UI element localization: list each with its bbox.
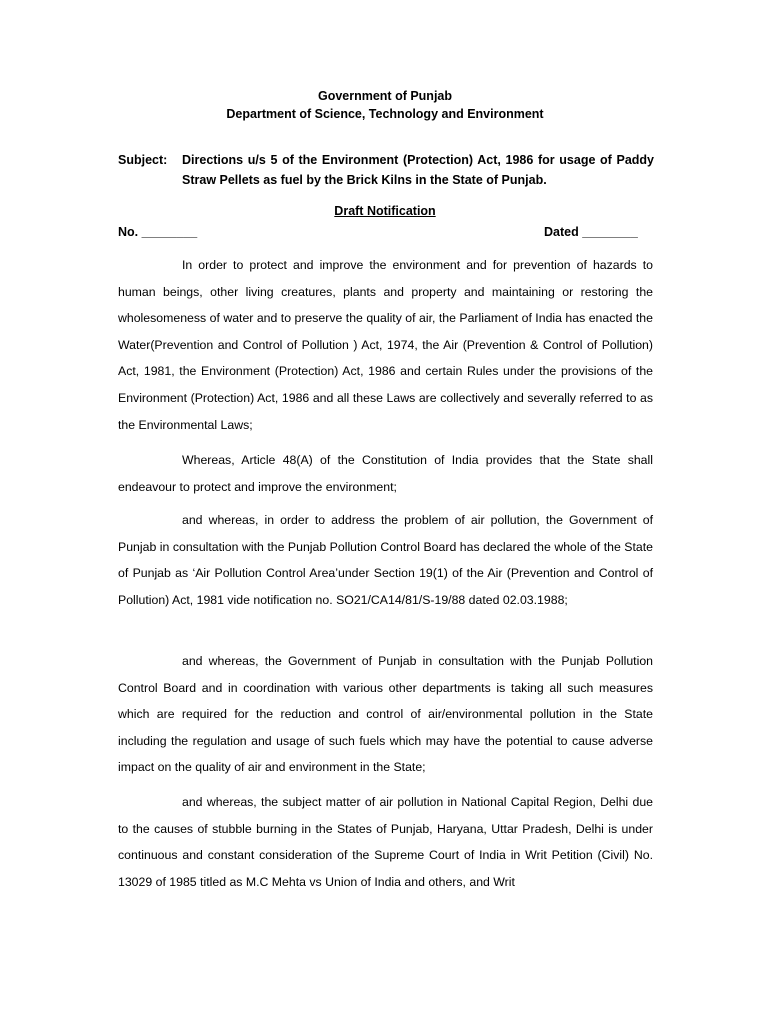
- subject-text: Directions u/s 5 of the Environment (Protection) Act, 1986 for usage of Paddy Straw Pellets as fuel by the Brick Kilns in the State of Punjab.: [182, 153, 654, 187]
- government-title: Government of Punjab: [317, 89, 453, 103]
- department-title: Department of Science, Technology and Environment: [226, 107, 544, 121]
- subject-label: Subject:: [118, 153, 168, 167]
- paragraph-5: and whereas, the subject matter of air pollution in National Capital Region, Delhi due to the causes of stubble burning in the States of Punjab, Haryana, Uttar Pradesh, Delhi is under continuous and constant consideration of the Supreme Court of India in Writ Petition (Civil) No. 13029 of 1985 titled as M.C Mehta vs Union of India and others, and Writ: [118, 795, 653, 889]
- notification-number: No. ________: [118, 225, 198, 239]
- notification-date: Dated ________: [544, 225, 638, 239]
- subject-block: [118, 150, 654, 190]
- paragraph-3: and whereas, in order to address the problem of air pollution, the Government of Punjab in consultation with the Punjab Pollution Control Board has declared the whole of the State of Punjab as ‘Air Pollution Control Area’under Section 19(1) of the Air (Prevention and Control of Pollution) Act, 1981 vide notification no. SO21/CA14/81/S-19/88 dated 02.03.1988;: [118, 513, 653, 607]
- paragraph-1: In order to protect and improve the environment and for prevention of hazards to human beings, other living creatures, plants and property and maintaining or restoring the wholesomeness of water and to preserve the quality of air, the Parliament of India has enacted the Water(Prevention and Control of Pollution ) Act, 1974, the Air (Prevention & Control of Pollution) Act, 1981, the Environment (Protection) Act, 1986 and certain Rules under the provisions of the Environment (Protection) Act, 1986 and all these Laws are collectively and severally referred to as the Environmental Laws;: [118, 258, 653, 432]
- paragraph-2: Whereas, Article 48(A) of the Constitution of India provides that the State shall endeavour to protect and improve the environment;: [118, 453, 653, 494]
- draft-notification-heading: Draft Notification: [334, 204, 436, 218]
- paragraph-4: and whereas, the Government of Punjab in consultation with the Punjab Pollution Control Board and in coordination with various other departments is taking all such measures which are required for the reduction and control of air/environmental pollution in the State including the regulation and usage of such fuels which may have the potential to cause adverse impact on the quality of air and environment in the State;: [118, 654, 653, 775]
